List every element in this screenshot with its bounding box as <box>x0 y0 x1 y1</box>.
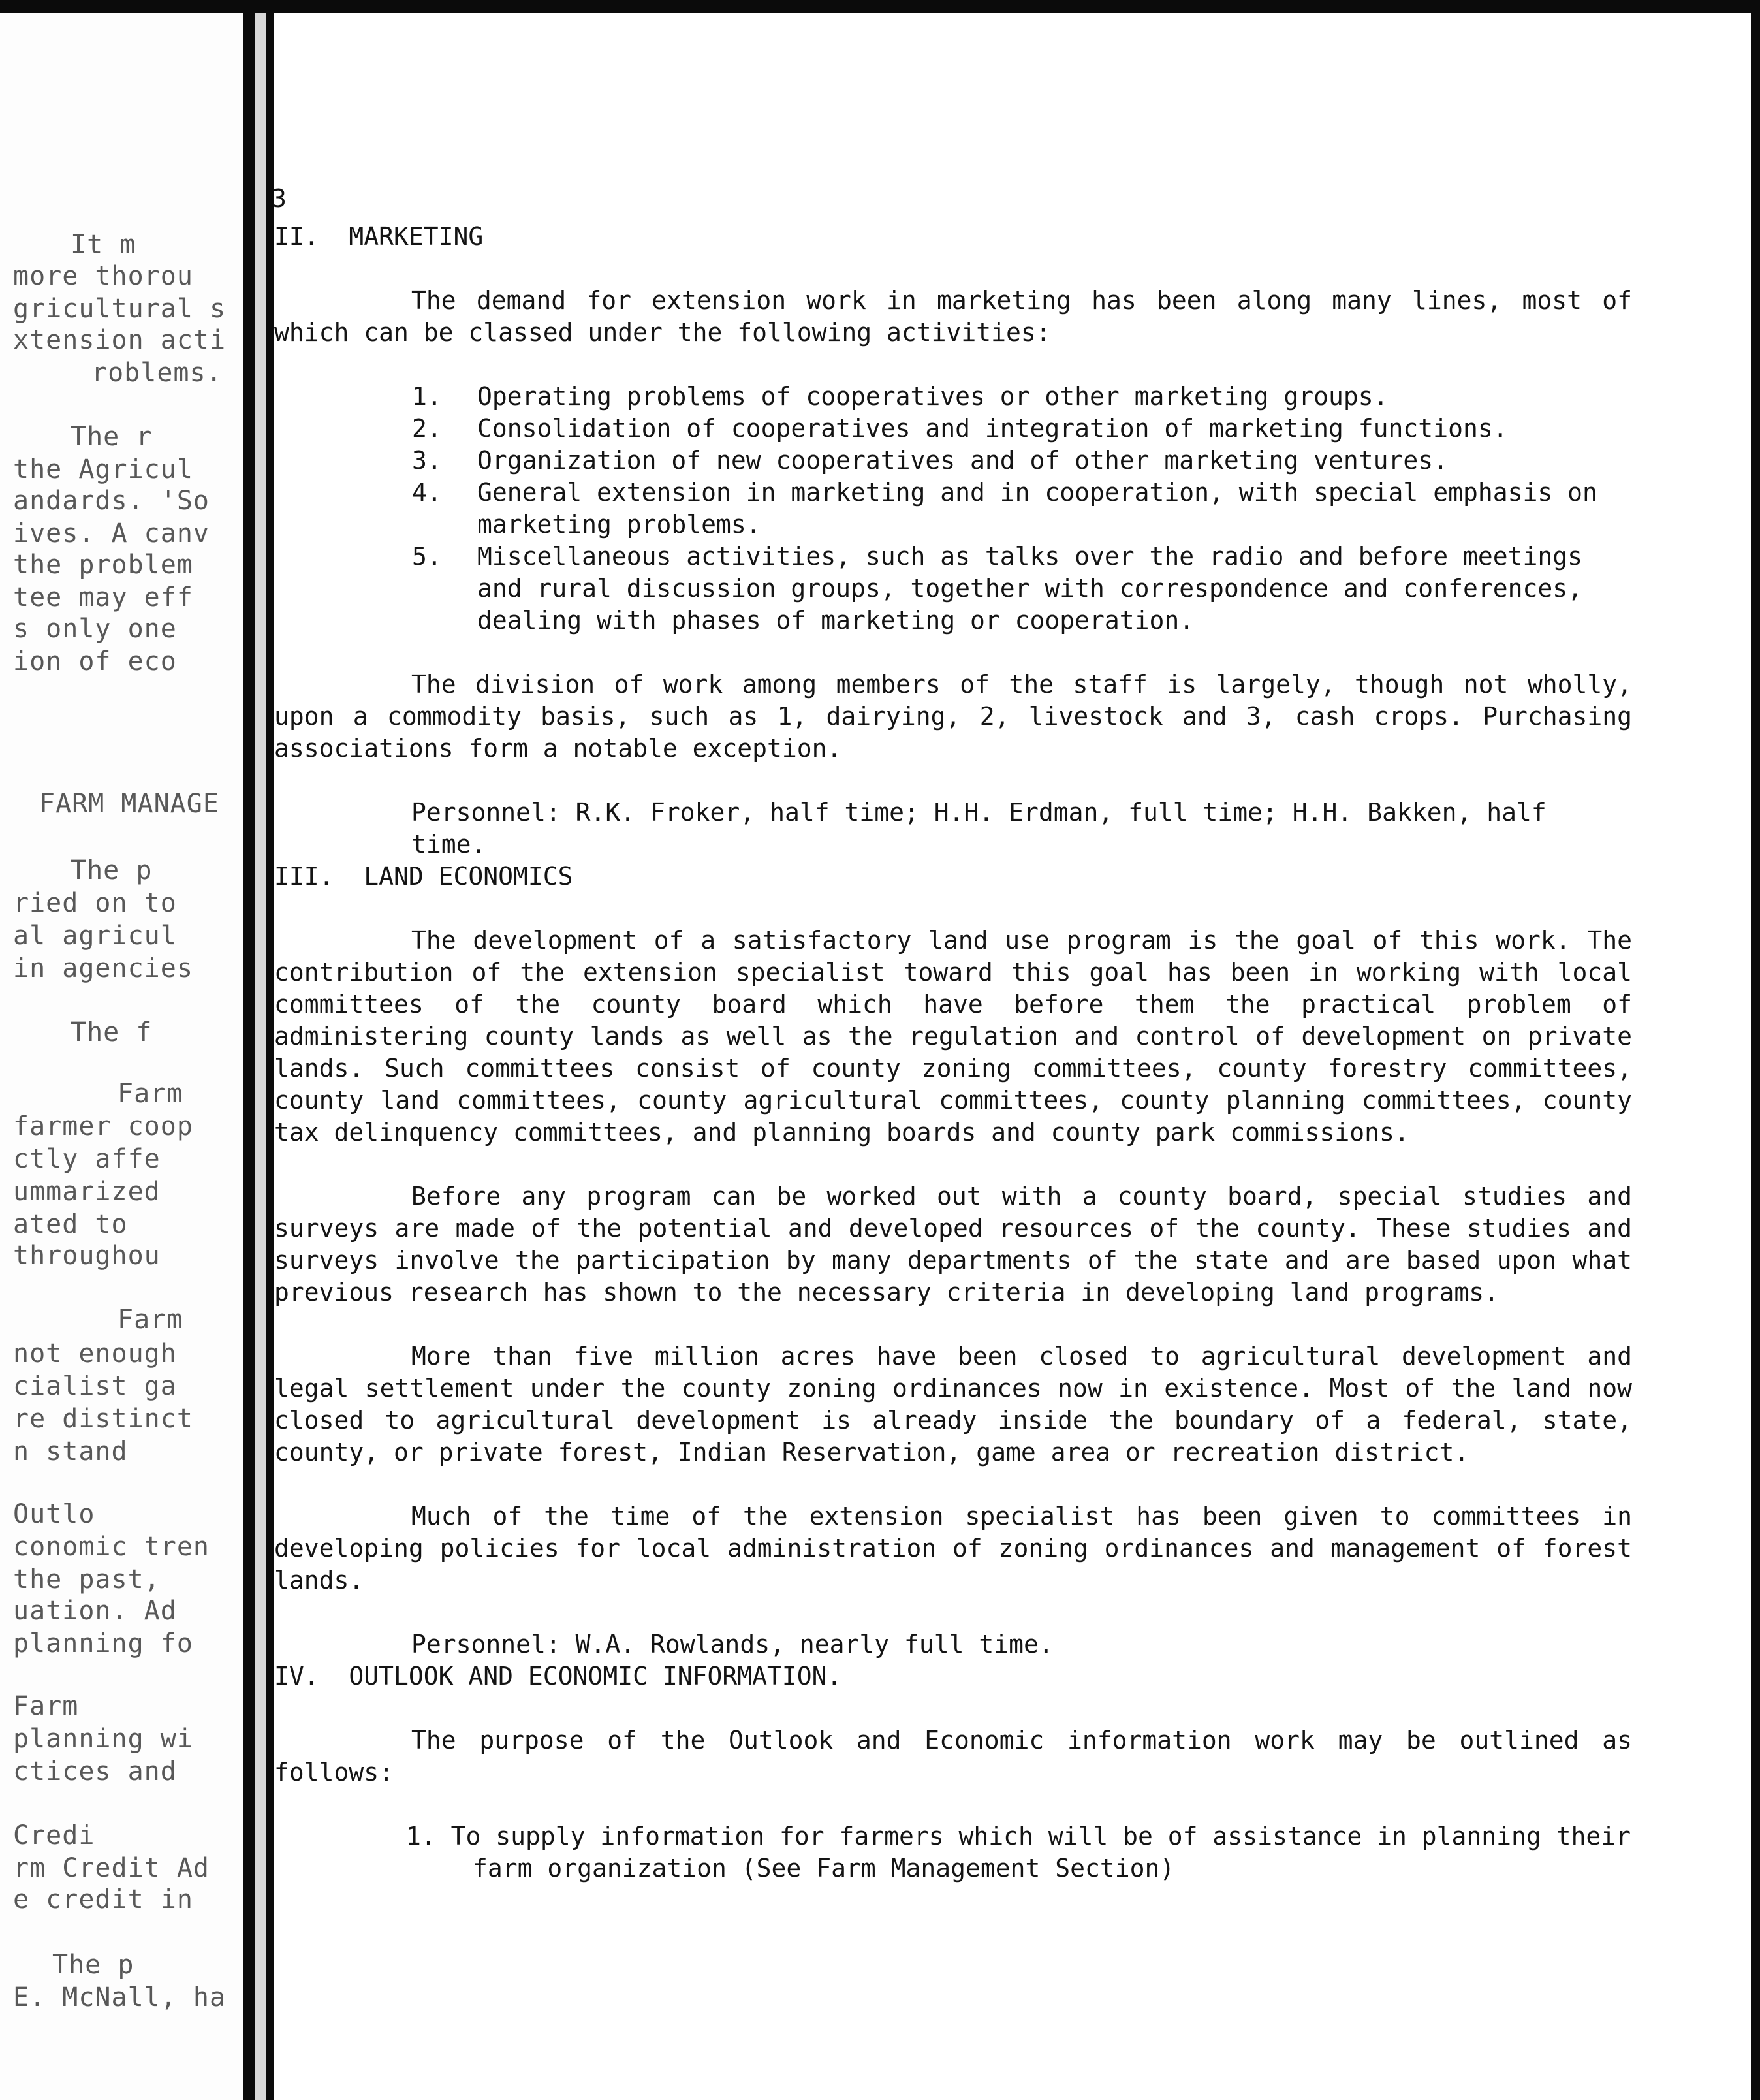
document-page <box>274 13 1751 2100</box>
book-gutter-highlight <box>255 13 266 2100</box>
bleed-text: Outlo <box>13 1499 95 1529</box>
bleed-text: The r <box>71 422 153 452</box>
bleed-text: planning wi <box>13 1724 193 1754</box>
bleed-text: farmer coop <box>13 1111 193 1141</box>
bleed-text: ried on to <box>13 888 177 918</box>
bleed-text: E. McNall, ha <box>13 1982 227 2013</box>
bleed-text: re distinct <box>13 1404 193 1434</box>
bleed-text: roblems. <box>91 358 223 388</box>
bleed-text: FARM MANAGE <box>39 789 219 819</box>
list-item <box>274 381 1632 413</box>
bleed-text: s only one <box>13 614 177 644</box>
bleed-text: the Agricul <box>13 454 193 485</box>
bleed-text: andards. 'So <box>13 486 210 516</box>
land-paragraph: Before any program can be worked out with a county board, special studies and surveys are made of the potential and developed resources of the county. These studies and surveys involve the participation by many departments of the state and are based upon what previous research has shown to the necessary criteria in developing land programs. <box>274 1182 1632 1307</box>
list-number: 5. <box>412 542 442 571</box>
bleed-text: al agricul <box>13 921 177 951</box>
bleed-text: ated to <box>13 1209 128 1239</box>
list-number: 2. <box>412 414 442 443</box>
land-personnel: Personnel: W.A. Rowlands, nearly full time. <box>411 1630 1054 1659</box>
outlook-list <box>274 1821 1632 1885</box>
book-gutter <box>243 13 255 2100</box>
list-item <box>274 445 1632 477</box>
list-item <box>274 1821 1632 1885</box>
list-number: 1. <box>412 382 442 411</box>
bleed-text: rm Credit Ad <box>13 1853 210 1883</box>
list-item <box>274 541 1632 637</box>
scan-border-top <box>0 0 1760 13</box>
bleed-text: more thorou <box>13 261 193 291</box>
bleed-text: xtension acti <box>13 325 227 355</box>
list-item <box>274 477 1632 541</box>
bleed-text: ummarized <box>13 1177 161 1207</box>
bleed-text: ctly affe <box>13 1144 161 1174</box>
section-heading-land-economics: III. LAND ECONOMICS <box>274 862 573 891</box>
list-text: Miscellaneous activities, such as talks over the radio and before meetings and rural discussion groups, together with correspondence and conferences, dealing with phases of marketing or cooperation. <box>477 542 1582 635</box>
list-text: Operating problems of cooperatives or other marketing groups. <box>477 382 1389 411</box>
marketing-activities-list <box>274 381 1632 637</box>
section-heading-outlook: IV. OUTLOOK AND ECONOMIC INFORMATION. <box>274 1662 842 1691</box>
bleed-text: Farm <box>118 1305 183 1335</box>
bleed-text: cialist ga <box>13 1371 177 1401</box>
bleed-text: e credit in <box>13 1885 193 1915</box>
bleed-text: gricultural s <box>13 294 227 324</box>
land-paragraph: The development of a satisfactory land use program is the goal of this work. The contribution of the extension specialist toward this goal has been in working with local committees of the county board which have before them the practical problem of administering county lands as well as the regulation and control of development on private lands. Such committees consist of county zoning committees, county forestry committees, county land committees, county agricultural committees, county planning committees, county tax delinquency committees, and planning boards and county park commissions. <box>274 926 1632 1147</box>
bleed-text: uation. Ad <box>13 1596 177 1626</box>
bleed-text: It m <box>71 230 136 260</box>
marketing-personnel: Personnel: R.K. Froker, half time; H.H. Erdman, full time; H.H. Bakken, half time. <box>411 798 1547 859</box>
adjacent-page-strip <box>0 13 243 2100</box>
list-text: To supply information for farmers which will be of assistance in planning their farm organization (See Farm Management Section) <box>450 1822 1631 1883</box>
bleed-text: not enough <box>13 1339 177 1369</box>
marketing-intro: The demand for extension work in marketing has been along many lines, most of which can be classed under the following activities: <box>274 286 1632 347</box>
section-heading-marketing: II. MARKETING <box>274 222 484 251</box>
bleed-text: tee may eff <box>13 582 193 612</box>
list-item <box>274 413 1632 445</box>
bleed-text: planning fo <box>13 1629 193 1659</box>
bleed-text: Farm <box>13 1691 79 1721</box>
bleed-text: The f <box>71 1017 153 1047</box>
list-text-block <box>406 1821 1632 1885</box>
list-text: Organization of new cooperatives and of other marketing ventures. <box>477 446 1449 475</box>
list-text: General extension in marketing and in cooperation, with special emphasis on marketing problems. <box>477 478 1597 539</box>
bleed-text: Credi <box>13 1821 95 1851</box>
book-gutter-edge <box>266 13 274 2100</box>
bleed-text: in agencies <box>13 953 193 983</box>
land-paragraph: Much of the time of the extension specialist has been given to committees in developing policies for local administration of zoning ordinances and management of forest lands. <box>274 1502 1632 1595</box>
bleed-text: ives. A canv <box>13 518 210 549</box>
bleed-text: the past, <box>13 1565 161 1595</box>
bleed-text: conomic tren <box>13 1532 210 1562</box>
list-number: 1. <box>406 1822 436 1851</box>
page-mark: 3 <box>272 184 287 213</box>
list-number: 4. <box>412 478 442 507</box>
list-text: Consolidation of cooperatives and integration of marketing functions. <box>477 414 1508 443</box>
marketing-division: The division of work among members of the staff is largely, though not wholly, upon a commodity basis, such as 1, dairying, 2, livestock and 3, cash crops. Purchasing associations form a notable exception. <box>274 670 1632 763</box>
outlook-intro: The purpose of the Outlook and Economic information work may be outlined as follows: <box>274 1726 1632 1787</box>
scan-border-right <box>1751 0 1760 2100</box>
bleed-text: n stand <box>13 1437 128 1467</box>
page-content <box>274 221 1632 1885</box>
bleed-text: ion of eco <box>13 646 177 676</box>
bleed-text: ctices and <box>13 1757 177 1787</box>
land-paragraph: More than five million acres have been closed to agricultural development and legal settlement under the county zoning ordinances now in existence. Most of the land now closed to agricultural development is already inside the boundary of a federal, state, county, or private forest, Indian Reservation, game area or recreation district. <box>274 1342 1632 1467</box>
bleed-text: Farm <box>118 1079 183 1109</box>
bleed-text: the problem <box>13 550 193 580</box>
bleed-text: The p <box>71 855 153 885</box>
bleed-text: The p <box>52 1950 134 1980</box>
list-number: 3. <box>412 446 442 475</box>
bleed-text: throughou <box>13 1241 161 1271</box>
